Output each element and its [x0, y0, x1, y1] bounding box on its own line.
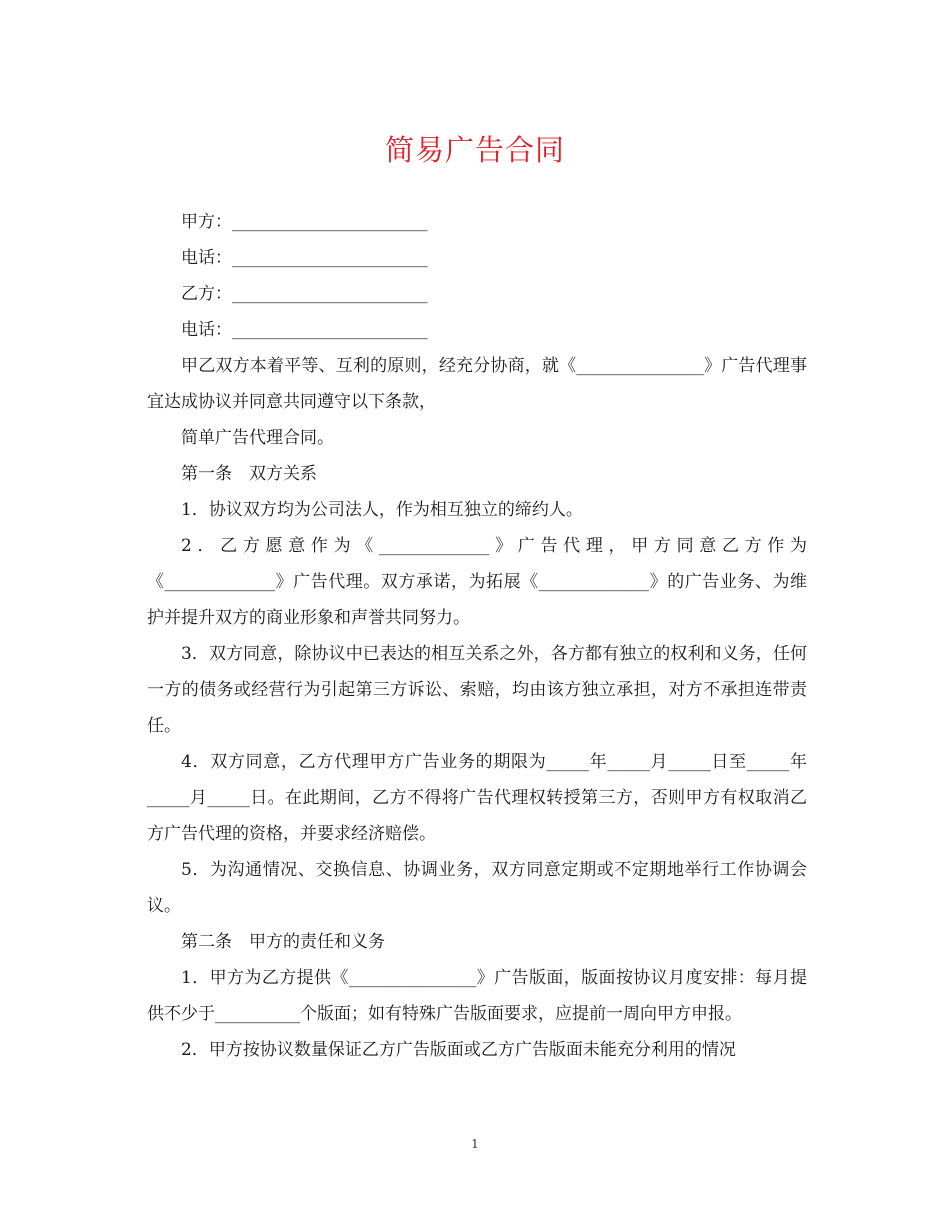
preamble-paragraph: 甲乙双方本着平等、互利的原则，经充分协商，就《_______________》广告代理事宜达成协议并同意共同遵守以下条款，	[147, 356, 807, 412]
article-2-clause-2: 2．甲方按协议数量保证乙方广告版面或乙方广告版面未能充分利用的情况	[181, 1040, 736, 1060]
article-2-heading: 第二条 甲方的责任和义务	[181, 932, 385, 952]
article-1-clause-1: 1．协议双方均为公司法人，作为相互独立的缔约人。	[181, 500, 583, 520]
contract-body	[147, 204, 807, 1068]
article-1-clause-4: 4．双方同意，乙方代理甲方广告业务的期限为_____年_____月_____日至_____年_____月_____日。在此期间，乙方不得将广告代理权转授第三方，否则甲方有权取消乙方广告代理的资格，并要求经济赔偿。	[147, 752, 807, 844]
contract-type-line: 简单广告代理合同。	[181, 428, 334, 448]
article-1-clause-3: 3．双方同意，除协议中已表达的相互关系之外，各方都有独立的权利和义务，任何一方的债务或经营行为引起第三方诉讼、索赔，均由该方独立承担，对方不承担连带责任。	[147, 644, 807, 736]
article-1-heading: 第一条 双方关系	[181, 464, 317, 484]
party-b-line: 乙方：_______________________	[181, 284, 428, 304]
contract-title: 简易广告合同	[384, 133, 565, 167]
party-b-phone-line: 电话：_______________________	[181, 320, 428, 340]
article-1-clause-5: 5．为沟通情况、交换信息、协调业务，双方同意定期或不定期地举行工作协调会议。	[147, 860, 807, 916]
party-a-phone-line: 电话：_______________________	[181, 248, 428, 268]
article-2-clause-1: 1．甲方为乙方提供《_______________》广告版面，版面按协议月度安排：每月提供不少于__________个版面；如有特殊广告版面要求，应提前一周向甲方申报。	[147, 968, 807, 1024]
page-number: 1	[471, 1137, 479, 1151]
article-1-clause-2: 2．乙方愿意作为《_____________》广告代理，甲方同意乙方作为《_____________》广告代理。双方承诺，为拓展《_____________》的广告业务、为维护并提升双方的商业形象和声誉共同努力。	[147, 536, 807, 628]
party-a-line: 甲方：_______________________	[181, 212, 428, 232]
